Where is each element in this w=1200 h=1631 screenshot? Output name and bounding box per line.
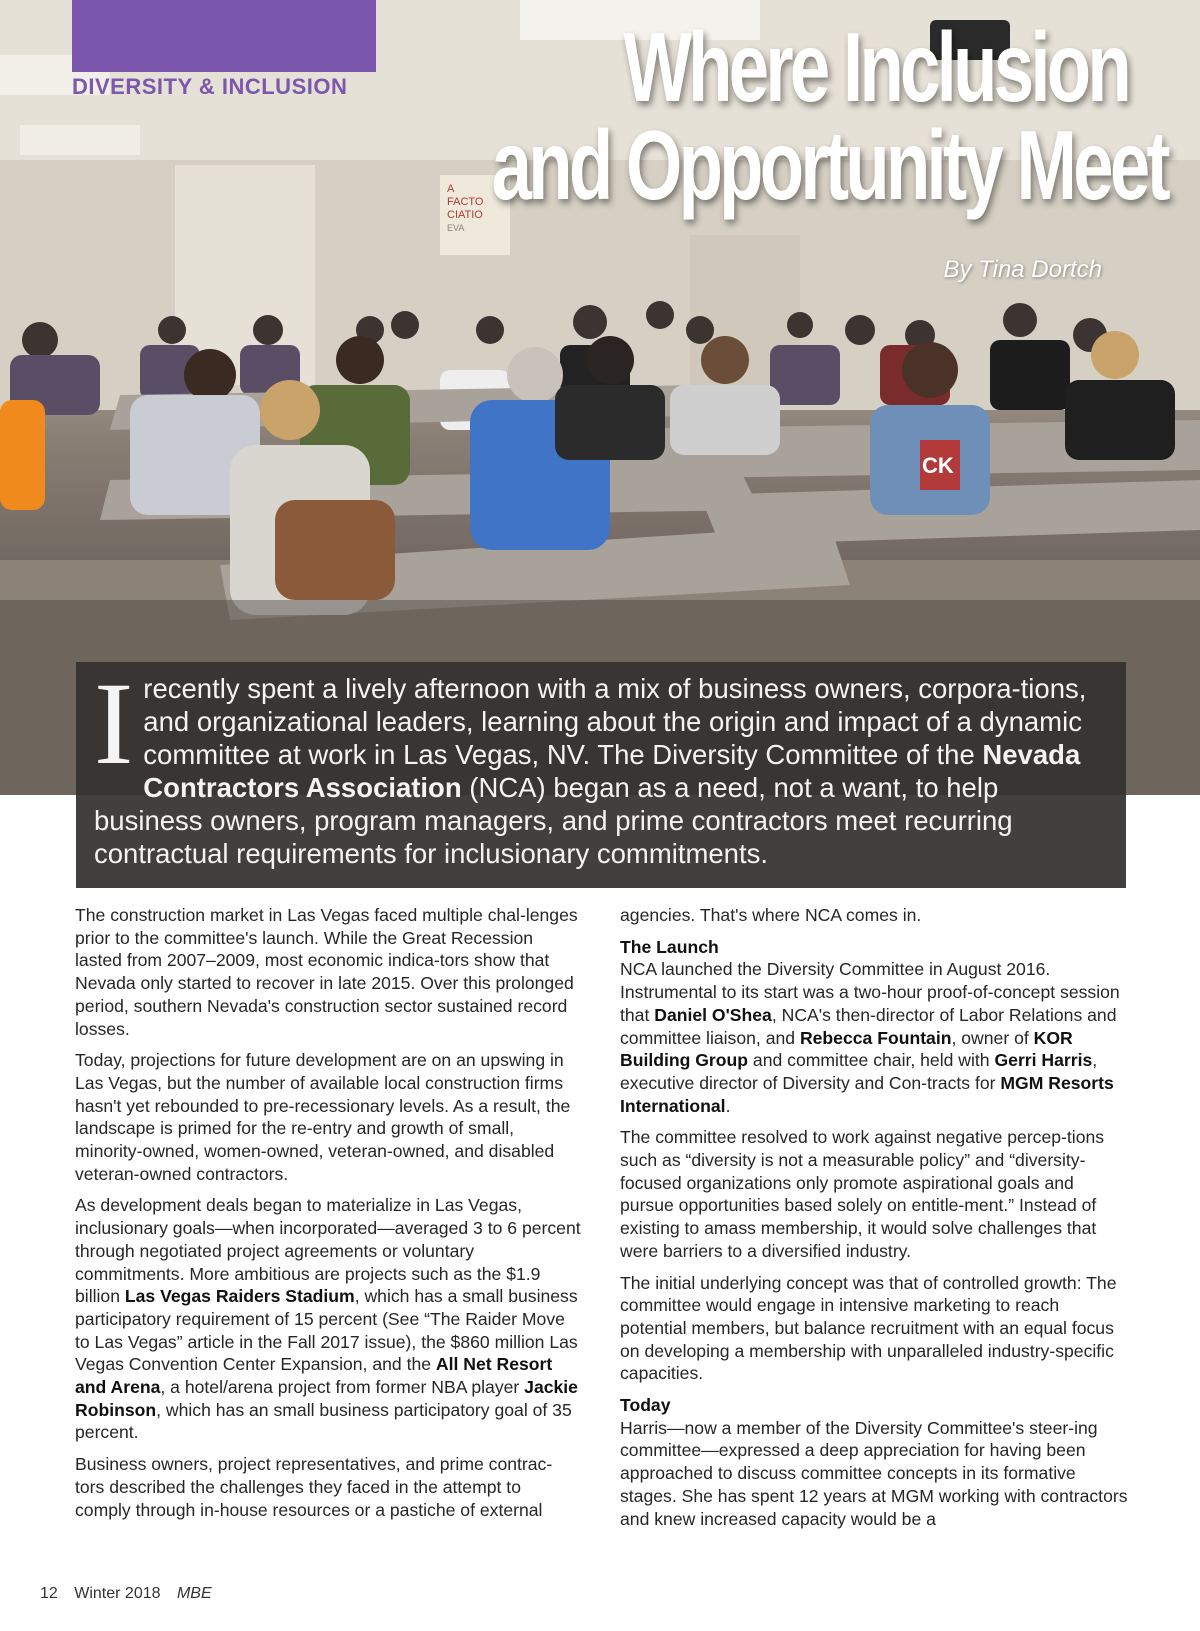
publication-name: MBE [176,1585,212,1602]
intro-text-end: (NCA) began as a need, not a want, to help business owners, program managers, and prime contractors meet recurring contractual requirements for inclusionary commitments. [94,772,1013,869]
paragraph-text: NCA launched the Diversity Committee in August 2016. Instrumental to its start was a two-hour proof-of-concept session that [620,959,1120,1025]
bold-term: Rebecca Fountain [799,1027,952,1048]
paragraph-text: , which has an small business participatory goal of 35 percent. [75,1399,572,1443]
paragraph: The committee resolved to work against negative percep-tions such as “diversity is not a measurable policy” and “diversity-focused organizations only promote aspirational goals and pursue opportunities based solely on entitle-ment.” Instead of existing to amass membership, it would solve challenges that were barriers to a diversified industry. [620,1127,1105,1261]
paragraph: agencies. That's where NCA comes in. [620,905,922,925]
paragraph-text: . [725,1095,731,1116]
bold-term: MGM Resorts International [620,1072,1114,1116]
subheading-launch: The Launch [620,936,719,957]
bold-term: All Net Resort and Arena [75,1354,553,1398]
byline: By Tina Dortch [943,256,1102,283]
intro-text: recently spent a lively afternoon with a mix of business owners, corpora-tions, and organizational leaders, learning about the origin and impact of a dynamic committee at work in Las Vegas, NV. The Diversity Committee of the [143,673,1087,770]
paragraph-text: , NCA's then-director of Labor Relations and committee liaison, and [620,1004,1117,1048]
section-color-bar [72,0,376,72]
page-number: 12 [40,1585,58,1602]
intro-callout [76,658,1126,888]
paragraph-text: As development deals began to materialize in Las Vegas, inclusionary goals—when incorporated—averaged 3 to 6 percent through negotiated project agreements or voluntary commitments. More ambitious are projects such as the $1.9 billion [75,1195,581,1307]
bold-term: KOR Building Group [620,1027,1073,1071]
drop-cap: I [94,658,134,789]
wall-sign-text: FACTO [447,196,484,208]
bold-term: Jackie Robinson [75,1377,578,1420]
paragraph-text: , executive director of Diversity and Con-tracts for [620,1050,1098,1093]
headline-line-2: and Opportunity Meet [491,110,1167,220]
issue-date: Winter 2018 [74,1585,161,1602]
paragraph-text: , a hotel/arena project from former NBA player [160,1377,525,1398]
wall-sign-text: EVA [447,223,465,233]
paragraph: Harris—now a member of the Diversity Committee's steer-ing committee—expressed a deep appreciation for having been approached to discuss committee concepts in its formative stages. She has spent 12 years at MGM working with contractors and knew increased capacity would be a [620,1417,1128,1529]
paragraph-text: , which has a small business participatory requirement of 15 percent (See “The Raider Move to Las Vegas” article in the Fall 2017 issue), the $860 million Las Vegas Convention Center Expansion, and the [75,1286,578,1375]
paragraph [620,958,1130,1117]
page-footer [40,1585,212,1603]
paragraph: The construction market in Las Vegas faced multiple chal-lenges prior to the committee's launch. While the Great Recession lasted from 2007–2009, most economic indica-tors show that Nevada only started to recover in late 2015. Over this prolonged period, southern Nevada's construction sector sustained record losses. [75,905,578,1039]
paragraph: The initial underlying concept was that of controlled growth: The committee would engage in intensive marketing to reach potential members, but balance recruitment with an equal focus on developing a membership with unparalleled industry-specific capacities. [620,1272,1117,1384]
bold-term: Gerri Harris [994,1050,1093,1071]
paragraph-text: , owner of [951,1027,1034,1048]
intro-bold-organization: Nevada Contractors Association [143,739,1081,803]
body-column-left [75,904,581,1530]
article-headline [491,12,1167,220]
bold-term: Las Vegas Raiders Stadium [124,1286,355,1307]
wall-sign-text: A [447,183,455,195]
paragraph-text: and committee chair, held with [748,1050,995,1071]
subheading-today: Today [620,1395,671,1416]
section-label: DIVERSITY & INCLUSION [72,74,348,99]
shirt-text: CK [922,453,954,478]
paragraph: Business owners, project representatives, and prime contrac-tors described the challenges they faced in the attempt to comply through in-house resources or a pastiche of external [75,1454,553,1520]
paragraph [75,1194,581,1444]
headline-line-1: Where Inclusion [623,12,1128,122]
bold-term: Daniel O'Shea [654,1004,772,1025]
body-column-right [620,904,1130,1539]
paragraph: Today, projections for future development are on an upswing in Las Vegas, but the number of available local construction firms hasn't yet rebounded to pre-recessionary levels. As a result, the landscape is primed for the re-entry and growth of small, minority-owned, women-owned, veteran-owned, and disabled veteran-owned contractors. [75,1050,571,1184]
wall-sign-text: CIATIO [447,209,483,221]
